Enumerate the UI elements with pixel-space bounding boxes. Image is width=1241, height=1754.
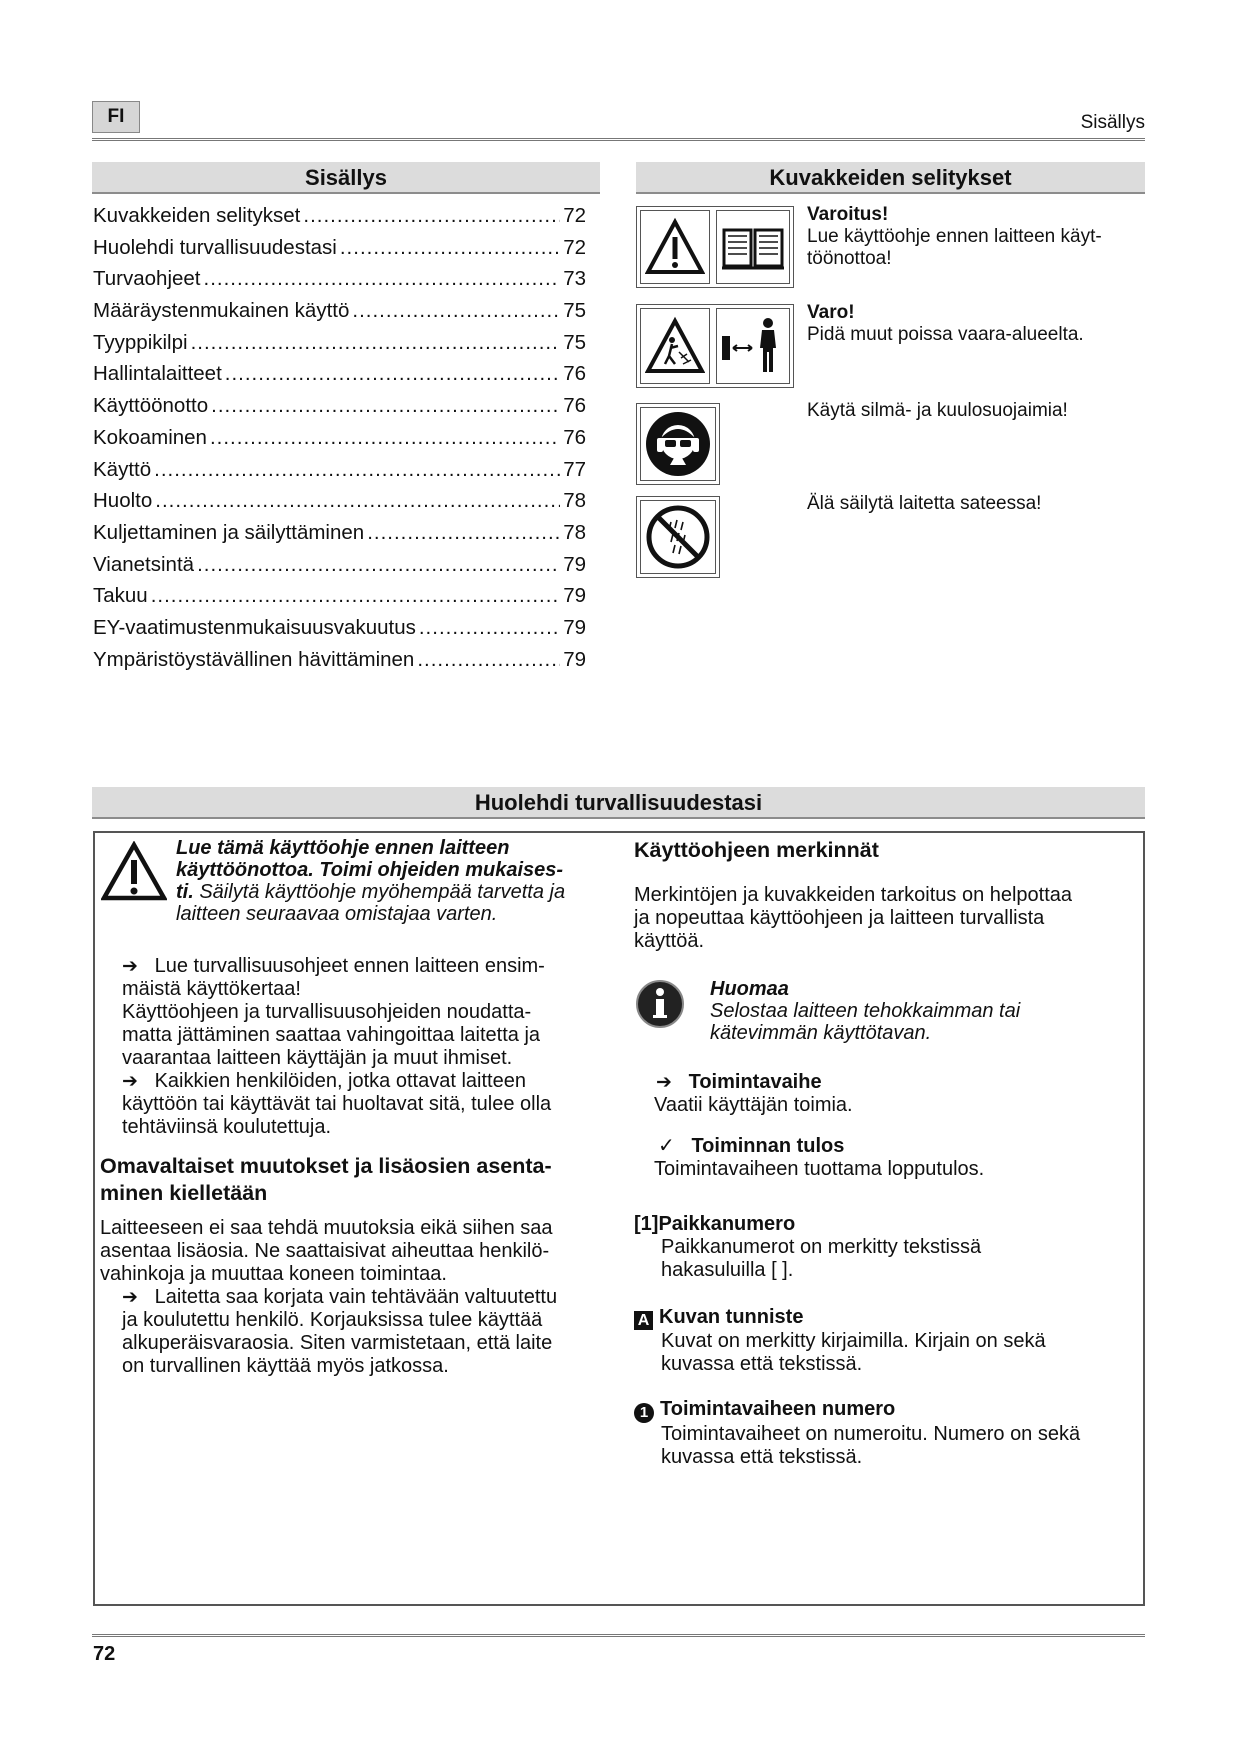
toc-leader-dots [303,204,560,228]
toc-entry [93,267,586,299]
figure-line-1: Kuvat on merkitty kirjaimilla. Kirjain on sekä [661,1330,1046,1352]
warning-line-3: Säilytä käyttöohje myöhempää tarvetta ja [193,881,566,903]
pictogram-keep-distance [636,304,794,388]
toc-leader-dots [191,331,561,355]
legend-text-1 [807,204,1137,270]
book-icon [716,210,790,284]
markings-section [634,837,1134,953]
page-number: 72 [93,1643,116,1665]
toc-leader-dots [210,426,560,450]
legend-desc-1b: töönottoa! [807,248,892,269]
no-rain-icon [640,500,716,574]
toc-entry-page: 72 [563,235,586,259]
position-heading: [1]Paikkanumero [634,1213,796,1235]
toc-leader-dots [367,521,560,545]
toc-entry-title: Vianetsintä [93,552,195,576]
toc-entry-page: 75 [563,330,586,354]
toc-entry-title: Tyyppikilpi [93,330,188,354]
toc-entry-title: Huolehdi turvallisuudestasi [93,235,337,259]
step1-line-1: Lue turvallisuusohjeet ennen laitteen ensim- [154,955,545,977]
legend-desc-1: Lue käyttöohje ennen laitteen käyt- [807,226,1102,247]
modification-step-4: on turvallinen käyttää myös jatkossa. [122,1355,449,1377]
toc-entry [93,553,586,585]
step-number-legend [634,1398,1134,1469]
toc-leader-dots [417,648,560,672]
step-number-line-1: Toimintavaiheet on numeroitu. Numero on sekä [661,1423,1081,1445]
eye-ear-protection-icon [640,407,716,481]
figure-badge-icon: A [634,1311,653,1330]
toc-entry-page: 79 [563,552,586,576]
step2-line-3: tehtäviinsä koulutettuja. [122,1116,332,1138]
warning-text [176,837,616,925]
toc-entry-page: 79 [563,647,586,671]
toc-entry-title: Kuvakkeiden selitykset [93,204,301,227]
toc-entry-page: 73 [563,267,586,291]
toc-entry [93,362,586,394]
distance-person-icon [716,308,790,384]
check-icon: ✓ [658,1135,675,1157]
note-block [710,978,1130,1044]
legend-desc-3: Käytä silmä- ja kuulosuojaimia! [807,400,1068,421]
toc-entry-title: Määräystenmukainen käyttö [93,299,350,323]
note-line-1: Selostaa laitteen tehokkaimman tai [710,1000,1021,1022]
info-icon [634,978,686,1035]
modification-step-3: alkuperäisvaraosia. Siten varmistetaan, että laite [122,1332,553,1354]
toc-entry [93,426,586,458]
markings-heading: Käyttöohjeen merkinnät [634,838,879,862]
step2-line-1: Kaikkien henkilöiden, jotka ottavat laitteen [154,1070,526,1092]
position-line-1: Paikkanumerot on merkitty tekstissä [661,1236,982,1258]
pictogram-read-manual [636,206,794,288]
markings-para-2: ja nopeuttaa käyttöohjeen ja laitteen turvallista [634,907,1045,929]
modification-heading-1: Omavaltaiset muutokset ja lisäosien asenta- [100,1154,552,1178]
result-text: Toimintavaiheen tuottama lopputulos. [654,1158,985,1180]
step-legend [654,1071,1134,1181]
toc-leader-dots [352,299,560,323]
toc-entry [93,616,586,648]
result-heading: Toiminnan tulos [691,1135,845,1157]
toc-entry [93,299,586,331]
toc-entry-page: 76 [563,362,586,386]
arrow-icon: ➔ [122,1071,138,1092]
legend-desc-2: Pidä muut poissa vaara-alueelta. [807,324,1084,345]
arrow-icon: ➔ [656,1072,672,1093]
legend-desc-4: Älä säilytä laitetta sateessa! [807,493,1042,514]
arrow-icon: ➔ [122,1287,138,1308]
modification-step-2: ja koulutettu henkilö. Korjauksissa tulee käyttää [122,1309,543,1331]
toc-entry [93,584,586,616]
modification-heading-2: minen kielletään [100,1181,268,1205]
toc-leader-dots [204,267,561,291]
language-tag: FI [92,101,140,133]
arrow-icon: ➔ [122,956,138,977]
toc-entry-title: Kuljettaminen ja säilyttäminen [93,520,365,544]
warning-triangle-icon [101,841,167,906]
figure-id-legend [634,1306,1134,1376]
note-line-2: kätevimmän käyttötavan. [710,1022,932,1044]
toc-entry [93,489,586,521]
toc-entry-page: 78 [563,520,586,544]
toc-entry [93,521,586,553]
step1-line-2: mäistä käyttökertaa! [122,978,301,1000]
toc-entry-page: 79 [563,615,586,639]
pictogram-no-rain [636,496,720,578]
toc-leader-dots [225,362,560,386]
step1-line-4: matta jättäminen saattaa vahingoittaa laitetta ja [122,1024,541,1046]
note-heading: Huomaa [710,978,789,1000]
warning-line-3-bold: ti. [176,881,194,903]
markings-para-3: käyttöä. [634,930,705,952]
warning-line-4: laitteen seuraavaa omistajaa varten. [176,903,498,925]
warning-line-1: Lue tämä käyttöohje ennen laitteen [176,837,510,859]
toc-heading: Sisällys [92,162,600,194]
warning-line-2: käyttöönottoa. Toimi ohjeiden mukaises- [176,859,564,881]
toc-entry-page: 72 [563,204,586,227]
toc-entry-page: 76 [563,394,586,418]
step1-line-5: vaarantaa laitteen käyttäjän ja muut ihmiset. [122,1047,513,1069]
running-header: Sisällys [1080,112,1145,133]
step2-line-2: käyttöön tai käyttävät tai huoltavat sitä, tulee olla [122,1093,552,1115]
toc-entry-title: Takuu [93,584,148,608]
toc-entry-title: Käyttö [93,457,152,481]
safety-heading: Huolehdi turvallisuudestasi [92,787,1145,819]
toc-leader-dots [197,553,560,577]
step1-line-3: Käyttöohjeen ja turvallisuusohjeiden noudatta- [122,1001,532,1023]
toc-entry-title: Hallintalaitteet [93,362,222,386]
toc-entry-title: EY-vaatimustenmukaisuusvakuutus [93,615,416,639]
warning-triangle-icon [640,210,710,284]
step-number-line-2: kuvassa että tekstissä. [661,1446,863,1468]
toc-entry [93,648,586,680]
legend-heading-1: Varoitus! [807,204,889,225]
toc-entry-title: Huolto [93,489,153,513]
modification-para-2: asentaa lisäosia. Ne saattaisivat aiheuttaa henkilö- [100,1240,550,1262]
toc-entry [93,394,586,426]
modification-section [100,1153,610,1378]
toc-leader-dots [419,616,560,640]
toc-entry-title: Turvaohjeet [93,267,201,291]
toc-entry [93,458,586,490]
toc-entry [93,236,586,268]
legend-heading-2: Varo! [807,302,855,323]
step-number-heading: Toimintavaiheen numero [660,1398,896,1420]
position-number-legend [634,1213,1134,1282]
toc-entry-title: Käyttöönotto [93,394,209,418]
modification-para-1: Laitteeseen ei saa tehdä muutoksia eikä siihen saa [100,1217,553,1239]
markings-para-1: Merkintöjen ja kuvakkeiden tarkoitus on helpottaa [634,884,1073,906]
toc-entry [93,204,586,236]
figure-line-2: kuvassa että tekstissä. [661,1353,863,1375]
toc-leader-dots [151,584,560,608]
toc-entry-page: 75 [563,299,586,323]
toc-entry-title: Kokoaminen [93,425,207,449]
toc-entry-page: 77 [563,457,586,481]
step-heading: Toimintavaihe [688,1071,822,1093]
toc-leader-dots [340,236,560,260]
figure-heading: Kuvan tunniste [659,1306,804,1328]
toc-entry-page: 76 [563,425,586,449]
toc-entry-page: 78 [563,489,586,513]
pictogram-protection [636,403,720,485]
toc-leader-dots [154,458,560,482]
legend-heading: Kuvakkeiden selitykset [636,162,1145,194]
step-text: Vaatii käyttäjän toimia. [654,1094,853,1116]
modification-step-1: Laitetta saa korjata vain tehtävään valtuutettu [154,1286,558,1308]
step-number-badge-icon: 1 [634,1403,654,1423]
header-rule [92,138,1145,141]
thrown-objects-warning-icon [640,308,710,384]
table-of-contents [93,204,586,679]
legend-text-2 [807,302,1137,346]
toc-entry-page: 79 [563,584,586,608]
toc-leader-dots [155,489,560,513]
modification-para-3: vahinkoja ja muuttaa koneen toimintaa. [100,1263,447,1285]
toc-entry [93,331,586,363]
footer-rule [92,1634,1145,1637]
step-read-safety [100,955,610,1139]
toc-entry-title: Ympäristöystävällinen hävittäminen [93,647,415,671]
position-line-2: hakasuluilla [ ]. [661,1259,794,1281]
toc-leader-dots [211,394,560,418]
